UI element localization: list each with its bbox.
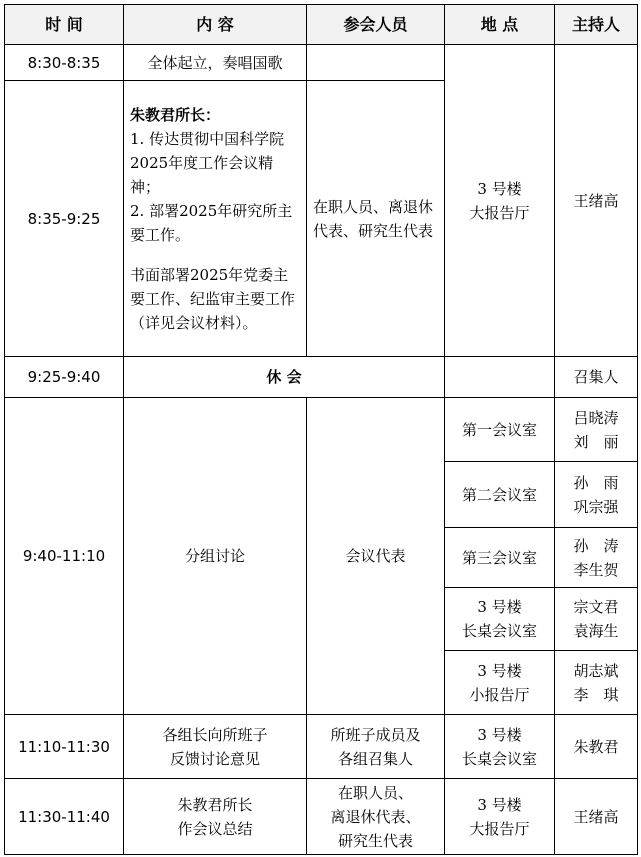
location-line: 大报告厅 bbox=[469, 819, 530, 838]
room-cell: 第二会议室 bbox=[445, 462, 555, 528]
break-cell: 休 会 bbox=[124, 357, 445, 398]
room-cell bbox=[445, 588, 555, 651]
host-cell bbox=[555, 398, 638, 462]
host-cell: 王绪高 bbox=[555, 779, 638, 855]
host-cell bbox=[555, 528, 638, 588]
content-cell: 分组讨论 bbox=[124, 398, 307, 715]
host-name: 孙 雨 bbox=[573, 473, 619, 492]
host-name: 刘 丽 bbox=[573, 432, 619, 451]
location-line: 3 号楼 bbox=[477, 795, 522, 814]
location-cell bbox=[445, 715, 555, 779]
header-attendees: 参会人员 bbox=[307, 5, 445, 45]
spacer bbox=[130, 247, 300, 263]
agenda-item: 2. 部署2025年研究所主要工作。 bbox=[130, 201, 293, 244]
host-cell: 王绪高 bbox=[555, 45, 638, 357]
host-cell bbox=[555, 588, 638, 651]
host-name: 吕晓涛 bbox=[573, 408, 619, 427]
room-cell: 第三会议室 bbox=[445, 528, 555, 588]
time-cell: 11:30-11:40 bbox=[5, 779, 124, 855]
host-cell bbox=[555, 651, 638, 715]
attendees-cell: 会议代表 bbox=[307, 398, 445, 715]
agenda-table bbox=[4, 4, 638, 855]
agenda-sheet bbox=[4, 4, 637, 855]
attendees-cell bbox=[307, 779, 445, 855]
content-cell: 全体起立，奏唱国歌 bbox=[124, 45, 307, 81]
room-line: 3 号楼 bbox=[477, 661, 522, 680]
header-location: 地 点 bbox=[445, 5, 555, 45]
host-name: 李 琪 bbox=[573, 685, 619, 704]
room-line: 长桌会议室 bbox=[461, 622, 537, 640]
host-name: 袁海生 bbox=[573, 622, 619, 640]
time-cell: 11:10-11:30 bbox=[5, 715, 124, 779]
host-name: 李生贺 bbox=[573, 560, 619, 579]
content-cell bbox=[124, 779, 307, 855]
time-cell: 9:25-9:40 bbox=[5, 357, 124, 398]
header-row bbox=[5, 5, 638, 45]
host-name: 孙 涛 bbox=[573, 536, 619, 555]
content-line: 朱教君所长 bbox=[177, 795, 253, 814]
speaker-name: 朱教君所长： bbox=[130, 105, 221, 124]
room-line: 3 号楼 bbox=[477, 598, 522, 616]
header-host: 主持人 bbox=[555, 5, 638, 45]
content-line: 作会议总结 bbox=[177, 819, 253, 838]
location-cell bbox=[445, 45, 555, 357]
attendees-line: 所班子成员及 bbox=[330, 725, 421, 744]
room-cell: 第一会议室 bbox=[445, 398, 555, 462]
table-row bbox=[5, 398, 638, 462]
host-name: 胡志斌 bbox=[573, 661, 619, 680]
table-row bbox=[5, 715, 638, 779]
host-cell bbox=[555, 462, 638, 528]
time-cell: 8:30-8:35 bbox=[5, 45, 124, 81]
attendees-cell: 在职人员、离退休代表、研究生代表 bbox=[307, 81, 445, 357]
attendees-line: 各组召集人 bbox=[337, 749, 413, 768]
room-line: 小报告厅 bbox=[469, 685, 530, 704]
time-cell: 8:35-9:25 bbox=[5, 81, 124, 357]
content-line: 反馈讨论意见 bbox=[169, 749, 260, 768]
table-row bbox=[5, 45, 638, 81]
header-time: 时 间 bbox=[5, 5, 124, 45]
written-note: 书面部署2025年党委主要工作、纪监审主要工作（详见会议材料）。 bbox=[130, 265, 296, 332]
host-name: 巩宗强 bbox=[573, 497, 619, 516]
table-row bbox=[5, 779, 638, 855]
host-cell: 朱教君 bbox=[555, 715, 638, 779]
location-line: 3 号楼 bbox=[477, 179, 522, 198]
header-content: 内 容 bbox=[124, 5, 307, 45]
attendees-cell bbox=[307, 715, 445, 779]
attendees-line: 在职人员、 bbox=[337, 783, 413, 802]
attendees-cell bbox=[307, 45, 445, 81]
location-line: 3 号楼 bbox=[477, 725, 522, 744]
agenda-item: 1. 传达贯彻中国科学院2025年度工作会议精神； bbox=[130, 129, 285, 196]
content-cell bbox=[124, 81, 307, 357]
location-line: 长桌会议室 bbox=[461, 749, 537, 768]
table-row bbox=[5, 357, 638, 398]
location-cell bbox=[445, 357, 555, 398]
host-cell: 召集人 bbox=[555, 357, 638, 398]
content-cell bbox=[124, 715, 307, 779]
room-cell bbox=[445, 651, 555, 715]
time-cell: 9:40-11:10 bbox=[5, 398, 124, 715]
attendees-line: 离退休代表、 bbox=[330, 807, 421, 826]
location-line: 大报告厅 bbox=[469, 203, 530, 222]
host-name: 宗文君 bbox=[573, 598, 619, 616]
attendees-line: 研究生代表 bbox=[337, 831, 413, 850]
location-cell bbox=[445, 779, 555, 855]
content-line: 各组长向所班子 bbox=[162, 725, 268, 744]
